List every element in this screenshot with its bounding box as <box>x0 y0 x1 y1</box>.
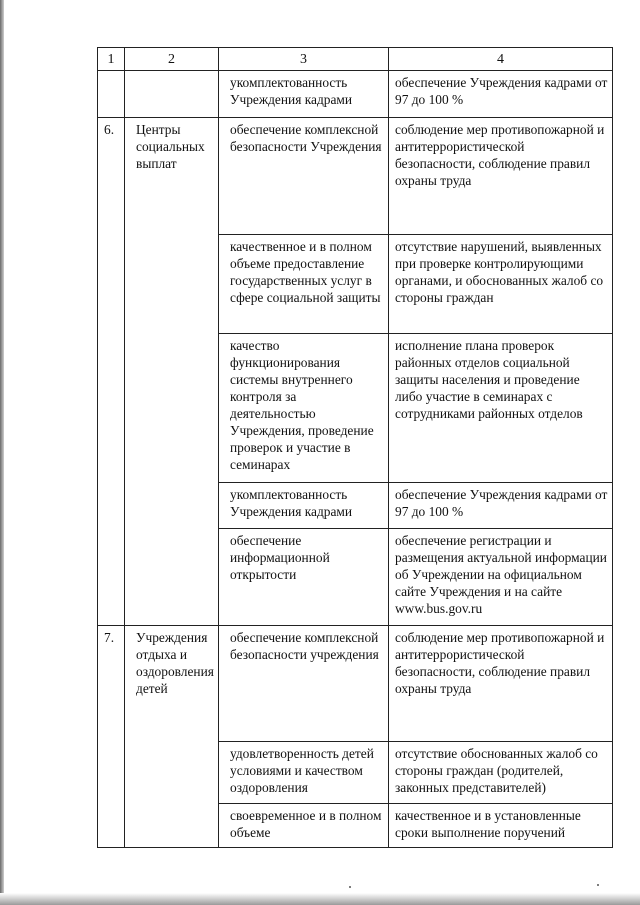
indicator-cell: обеспечение комплексной безопасности Учреждения <box>219 118 389 235</box>
indicator-cell: укомплектованность Учреждения кадрами <box>219 71 389 118</box>
row-number <box>98 71 125 118</box>
header-cell-4: 4 <box>389 48 613 71</box>
condition-cell: обеспечение Учреждения кадрами от 97 до 100 % <box>389 483 613 529</box>
condition-cell: соблюдение мер противопожарной и антитеррористической безопасности, соблюдение правил охраны труда <box>389 118 613 235</box>
condition-cell: отсутствие обоснованных жалоб со стороны граждан (родителей, законных представителей) <box>389 742 613 804</box>
scan-left-edge <box>0 0 4 905</box>
indicator-cell: укомплектованность Учреждения кадрами <box>219 483 389 529</box>
table-row <box>98 71 613 118</box>
indicator-cell: обеспечение комплексной безопасности учреждения <box>219 626 389 742</box>
indicator-cell: качество функционирования системы внутреннего контроля за деятельностью Учреждения, проведение проверок и участие в семинарах <box>219 334 389 483</box>
institution-cell: Центры социальных выплат <box>125 118 219 626</box>
indicator-cell: качественное и в полном объеме предоставление государственных услуг в сфере социальной защиты <box>219 235 389 334</box>
indicator-cell: своевременное и в полном объеме <box>219 804 389 848</box>
scan-speck <box>349 886 351 888</box>
scan-bottom-edge <box>0 893 640 905</box>
institution-cell: Учреждения отдыха и оздоровления детей <box>125 626 219 848</box>
criteria-table <box>97 47 613 848</box>
header-cell-3: 3 <box>219 48 389 71</box>
institution-cell <box>125 71 219 118</box>
header-cell-1: 1 <box>98 48 125 71</box>
table-row <box>98 626 613 742</box>
table-row <box>98 118 613 235</box>
row-number: 6. <box>98 118 125 626</box>
indicator-cell: обеспечение информационной открытости <box>219 529 389 626</box>
condition-cell: исполнение плана проверок районных отделов социальной защиты населения и проведение либо участие в семинарах с сотрудниками районных отделов <box>389 334 613 483</box>
table-header-row <box>98 48 613 71</box>
condition-cell: качественное и в установленные сроки выполнение поручений <box>389 804 613 848</box>
row-number: 7. <box>98 626 125 848</box>
condition-cell: отсутствие нарушений, выявленных при проверке контролирующими органами, и обоснованных жалоб со стороны граждан <box>389 235 613 334</box>
header-cell-2: 2 <box>125 48 219 71</box>
scan-speck <box>597 884 599 886</box>
condition-cell: обеспечение Учреждения кадрами от 97 до 100 % <box>389 71 613 118</box>
condition-cell: обеспечение регистрации и размещения актуальной информации об Учреждении на официальном сайте Учреждения и на сайте www.bus.gov.ru <box>389 529 613 626</box>
indicator-cell: удовлетворенность детей условиями и качеством оздоровления <box>219 742 389 804</box>
condition-cell: соблюдение мер противопожарной и антитеррористической безопасности, соблюдение правил охраны труда <box>389 626 613 742</box>
